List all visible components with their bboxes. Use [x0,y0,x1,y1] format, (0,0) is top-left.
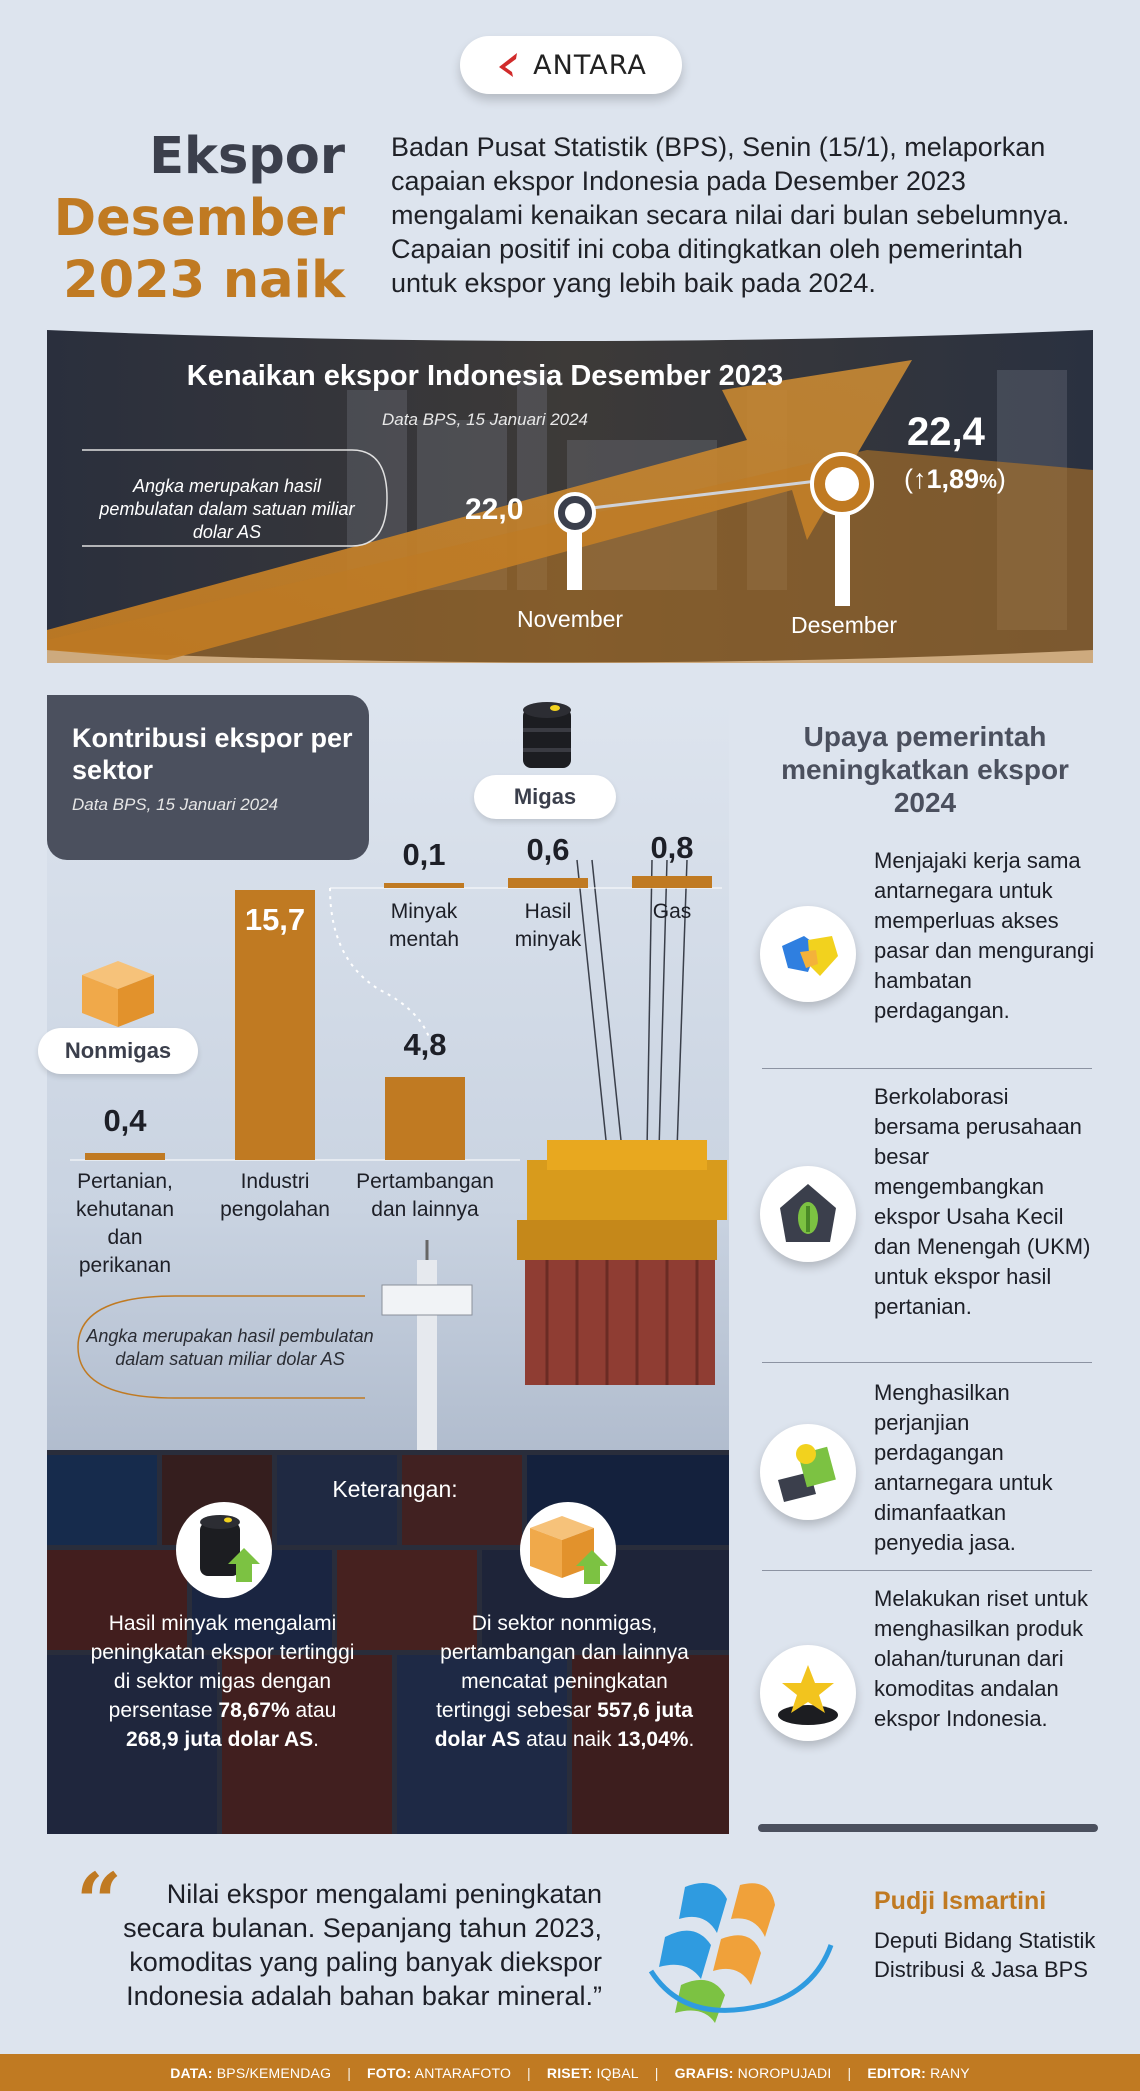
headline-line-1: Ekspor [149,127,345,186]
export-increase-banner [47,330,1093,663]
upaya-item-1: Menjajaki kerja sama antarnegara untuk memperluas akses pasar dan mengurangi hambatan perdagangan. [874,848,1095,1023]
credit-grafis: GRAFIS: NOROPUJADI [674,2064,832,2081]
upaya-item-4: Melakukan riset untuk menghasilkan produk olahan/turunan dari komoditas andalan ekspor Indonesia. [874,1586,1088,1731]
upaya-end-bar [758,1824,1098,1832]
banner-title: Kenaikan ekspor Indonesia Desember 2023 [186,360,784,392]
bar-nonmigas-3 [385,1077,465,1160]
bar-label-nonmigas-3: Pertambangan dan lainnya [356,1170,494,1221]
keterangan-title: Keterangan: [332,1476,458,1502]
november-label: November [517,606,624,632]
upaya-divider-2 [762,1362,1092,1363]
banner-source: Data BPS, 15 Januari 2024 [381,410,589,429]
desember-value: 22,4 [907,410,985,454]
upaya-title: Upaya pemerintah meningkatkan ekspor 2024 [781,721,1069,818]
quote-text: Nilai ekspor mengalami peningkatan secara bulanan. Sepanjang tahun 2023, komoditas yang paling banyak diekspor Indonesia adalah bahan bakar mineral.” [123,1879,602,2011]
desember-label: Desember [791,612,898,638]
bar-label-nonmigas-1: Pertanian, kehutanan dan perikanan [75,1170,175,1277]
bar-label-nonmigas-2: Industri pengolahan [220,1170,330,1221]
bar-migas-3 [632,876,712,888]
upaya-divider-3 [762,1570,1092,1571]
bar-value-nonmigas-3: 4,8 [403,1027,447,1063]
november-value: 22,0 [465,493,524,526]
sector-chart-subtitle: Data BPS, 15 Januari 2024 [72,795,279,814]
headline-line-2: Desember [53,189,345,248]
person-role: Deputi Bidang Statistik Distribusi & Jasa BPS [874,1928,1096,1982]
bar-migas-2 [508,878,588,888]
small-business-icon [760,1166,856,1262]
banner-note: Angka merupakan hasil pembulatan dalam satuan miliar dolar AS [99,476,355,542]
bar-value-migas-1: 0,1 [402,837,446,872]
cardboard-box-icon [78,957,158,1029]
antara-wordmark: ANTARA [533,49,647,81]
bar-label-migas-3: Gas [652,900,692,923]
upaya-item-2: Berkolaborasi bersama perusahaan besar mengembangkan ekspor Usaha Kecil dan Menengah (UKM) untuk ekspor hasil pertanian. [874,1084,1091,1319]
intro-paragraph: Badan Pusat Statistik (BPS), Senin (15/1), melaporkan capaian ekspor Indonesia pada Desember 2023 mengalami kenaikan secara nilai dari bulan sebelumnya. Capaian positif ini coba ditingkatkan oleh pemerintah untuk ekspor yang lebih baik pada 2024. [391,132,1070,298]
bar-nonmigas-1 [85,1153,165,1160]
research-star-icon [760,1645,856,1741]
credit-foto: FOTO: ANTARAFOTO [367,2064,512,2081]
bar-migas-1 [384,883,464,888]
arrow-up-icon: ↑ [913,464,927,494]
quote-mark-icon: “ [76,1855,123,1949]
credit-riset: RISET: IQBAL [546,2064,639,2081]
box-up-icon [518,1500,618,1600]
sector-chart-note: Angka merupakan hasil pembulatan dalam satuan miliar dolar AS [86,1326,374,1369]
antara-logo-icon [495,50,525,80]
headline-line-3: 2023 naik [63,251,345,310]
bar-label-migas-2: Hasil minyak [514,900,582,951]
credit-editor: EDITOR: RANY [867,2064,970,2081]
bar-value-nonmigas-2: 15,7 [244,902,306,937]
bar-value-migas-2: 0,6 [526,832,570,867]
nonmigas-label: Nonmigas [38,1028,198,1074]
oil-barrel-up-icon [174,1500,274,1600]
headline [40,126,345,312]
desember-change: (↑1,89%) [904,464,1006,494]
upaya-item-3: Menghasilkan perjanjian perdagangan antarnegara untuk dimanfaatkan penyedia jasa. [874,1380,1053,1555]
oil-barrel-icon [519,700,575,774]
person-name: Pudji Ismartini [874,1887,1047,1915]
bar-value-nonmigas-1: 0,4 [103,1103,147,1139]
keterangan-migas-text: Hasil minyak mengalami peningkatan ekspor tertinggi di sektor migas dengan persentase 78,67% atau 268,9 juta dolar AS. [90,1612,355,1751]
sector-chart-title: Kontribusi ekspor per sektor [72,723,353,785]
bps-logo [645,1875,835,2025]
keterangan-nonmigas-text: Di sektor nonmigas, pertambangan dan lainnya mencatat peningkatan tertinggi sebesar 557,6 juta dolar AS atau naik 13,04%. [434,1612,695,1751]
bar-label-migas-1: Minyak mentah [388,900,460,951]
handshake-icon [760,906,856,1002]
agreement-icon [760,1424,856,1520]
credits-footer: DATA: BPS/KEMENDAG | FOTO: ANTARAFOTO | RISET: IQBAL | GRAFIS: NOROPUJADI | EDITOR: RANY [0,2054,1140,2091]
upaya-divider-1 [762,1068,1092,1069]
antara-logo [460,36,682,94]
migas-label: Migas [474,775,616,819]
credit-data: DATA: BPS/KEMENDAG [170,2064,332,2081]
bar-value-migas-3: 0,8 [650,830,694,865]
